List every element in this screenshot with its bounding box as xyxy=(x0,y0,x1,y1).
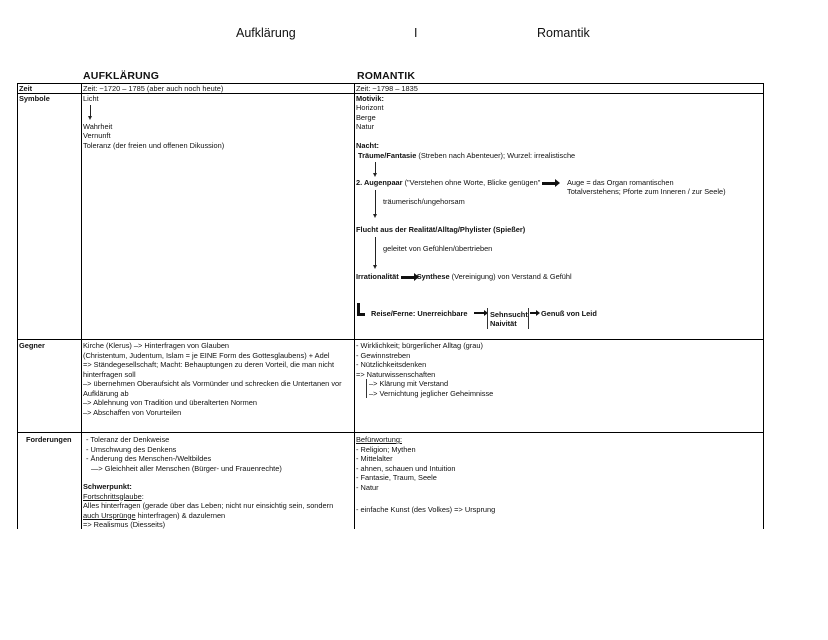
fortschritt-colon: : xyxy=(141,491,144,501)
table-rule xyxy=(17,339,764,340)
motivik-heading: Motivik: xyxy=(356,94,384,103)
zeit-aufklaerung: Zeit: ~1720 – 1785 (aber auch noch heute) xyxy=(83,84,224,93)
down-arrow-icon xyxy=(90,105,91,117)
table-rule xyxy=(17,83,18,529)
auge-organ-text: Auge = das Organ romantischen xyxy=(567,178,674,187)
symbol-vernunft: Vernunft xyxy=(83,131,111,140)
auge-totalverstehen-text: Totalverstehens; Pforte zum Inneren / zur Seele) xyxy=(567,187,726,196)
traeume-text: (Streben nach Abenteuer); Wurzel: irrealistische xyxy=(416,151,576,160)
gegner-rom-line: - Nützlichkeitsdenken xyxy=(356,360,427,369)
fortschritt-line xyxy=(83,492,144,502)
header-left-title: Aufklärung xyxy=(236,26,296,40)
gegner-rom-line: => Naturwissenschaften xyxy=(356,369,436,379)
gegner-rom-line: –> Vernichtung jeglicher Geheimnisse xyxy=(369,388,494,398)
symbol-wahrheit: Wahrheit xyxy=(83,122,113,131)
row-label-zeit: Zeit xyxy=(19,84,33,93)
ford-rom-line: - Religion; Mythen xyxy=(356,444,416,454)
bracket-line xyxy=(487,308,488,329)
right-arrow-icon xyxy=(536,310,540,316)
ford-rom-line: - einfache Kunst (des Volkes) => Ursprung xyxy=(356,505,496,514)
motivik-berge: Berge xyxy=(356,113,376,122)
traeume-line xyxy=(358,151,575,161)
ford-rom-line: - ahnen, schauen und Intuition xyxy=(356,463,456,473)
down-arrow-icon xyxy=(375,162,376,174)
gegner-auf-line: –> Abschaffen von Vorurteilen xyxy=(83,407,182,417)
zeit-romantik: Zeit: ~1798 – 1835 xyxy=(356,84,418,93)
down-arrow-icon xyxy=(375,237,376,266)
alles-hinterfragen-text: Alles hinterfragen (gerade über das Leben; nicht nur einsichtig sein, sondern xyxy=(83,501,334,510)
table-rule xyxy=(763,83,764,529)
traeume-term: Träume/Fantasie xyxy=(358,151,417,160)
row-label-gegner: Gegner xyxy=(19,341,45,350)
header-separator: I xyxy=(414,26,418,40)
table-rule xyxy=(81,83,82,529)
gegner-auf-line: => Ständegesellschaft; Macht: Behauptungen zu deren Vorteil, die man nicht xyxy=(83,360,335,369)
augenpaar-text: ("Verstehen ohne Worte, Blicke genügen" xyxy=(402,178,541,187)
synthese-text: (Vereinigung) von Verstand & Gefühl xyxy=(449,272,572,281)
ford-rom-line: - Mittelalter xyxy=(356,454,393,463)
gegner-auf-line: hinterfragen soll xyxy=(83,369,136,379)
ford-rom-line: - Natur xyxy=(356,482,379,492)
gegner-rom-line: –> Klärung mit Verstand xyxy=(369,379,449,388)
bracket-line xyxy=(366,379,367,398)
bracket-line xyxy=(528,308,529,329)
urspruenge-term: auch Ursprünge xyxy=(83,510,136,520)
corner-arrow-icon xyxy=(357,313,365,316)
realismus-text: => Realismus (Diesseits) xyxy=(83,520,166,529)
gegner-auf-line: Aufklärung ab xyxy=(83,388,129,398)
down-arrow-icon xyxy=(375,190,376,215)
gegner-auf-line: –> übernehmen Oberaufsicht als Vormünder und schrecken die Untertanen vor xyxy=(83,379,342,388)
symbol-licht: Licht xyxy=(83,94,99,103)
ford-auf-gleichheit: —> Gleichheit aller Menschen (Bürger- und Frauenrechte) xyxy=(91,463,282,473)
urspruenge-line xyxy=(83,511,225,521)
gegner-auf-line: (Christentum, Judentum, Islam = je EINE Form des Gottesglaubens) + Adel xyxy=(83,350,330,360)
augenpaar-line xyxy=(356,178,558,188)
augenpaar-term: 2. Augenpaar xyxy=(356,178,403,187)
row-label-forderungen: Forderungen xyxy=(26,435,72,444)
reise-text: Reise/Ferne: Unerreichbare xyxy=(371,309,468,318)
motivik-natur: Natur xyxy=(356,122,375,131)
column-heading-romantik: ROMANTIK xyxy=(357,70,416,82)
nacht-heading: Nacht: xyxy=(356,141,379,150)
gegner-auf-line: –> Ablehnung von Tradition und überalterten Normen xyxy=(83,398,258,407)
befuerwortung-heading: Befürwortung: xyxy=(356,435,403,444)
symbol-toleranz: Toleranz (der freien und offenen Dikussion) xyxy=(83,141,225,150)
right-arrow-icon xyxy=(542,182,556,185)
sehnsucht-text: Sehnsucht xyxy=(490,310,528,319)
motivik-horizont: Horizont xyxy=(356,103,384,112)
irrationalitaet-line xyxy=(356,272,572,282)
table-rule xyxy=(17,432,764,433)
naivitaet-text: Naivität xyxy=(490,319,517,328)
irrationalitaet-term: Irrationalität xyxy=(356,272,399,281)
ford-rom-line: - Fantasie, Traum, Seele xyxy=(356,473,437,482)
gegner-rom-line: - Gewinnstreben xyxy=(356,350,411,360)
synthese-term: Synthese xyxy=(416,272,450,281)
geleitet-text: geleitet von Gefühlen/übertrieben xyxy=(383,244,493,253)
urspruenge-text: hinterfragen) & dazulernen xyxy=(135,510,226,520)
fortschrittsglaube-term: Fortschrittsglaube xyxy=(83,491,142,501)
ford-auf-aenderung: - Änderung des Menschen-/Weltbildes xyxy=(86,454,212,463)
header-right-title: Romantik xyxy=(537,26,590,40)
right-arrow-icon xyxy=(401,276,415,279)
gegner-auf-line: Kirche (Klerus) –> Hinterfragen von Glauben xyxy=(83,341,230,350)
genuss-text: Genuß von Leid xyxy=(541,309,597,318)
ford-auf-umschwung: - Umschwung des Denkens xyxy=(86,444,177,454)
column-heading-aufklaerung: AUFKLÄRUNG xyxy=(83,70,160,82)
traeumerisch-text: träumerisch/ungehorsam xyxy=(383,197,465,206)
gegner-rom-line: - Wirklichkeit; bürgerlicher Alltag (grau) xyxy=(356,341,483,350)
row-label-symbole: Symbole xyxy=(19,94,50,103)
schwerpunkt-heading: Schwerpunkt: xyxy=(83,482,132,491)
table-rule xyxy=(354,83,355,529)
flucht-text: Flucht aus der Realität/Alltag/Phylister (Spießer) xyxy=(356,225,526,234)
ford-auf-toleranz: - Toleranz der Denkweise xyxy=(86,435,170,444)
